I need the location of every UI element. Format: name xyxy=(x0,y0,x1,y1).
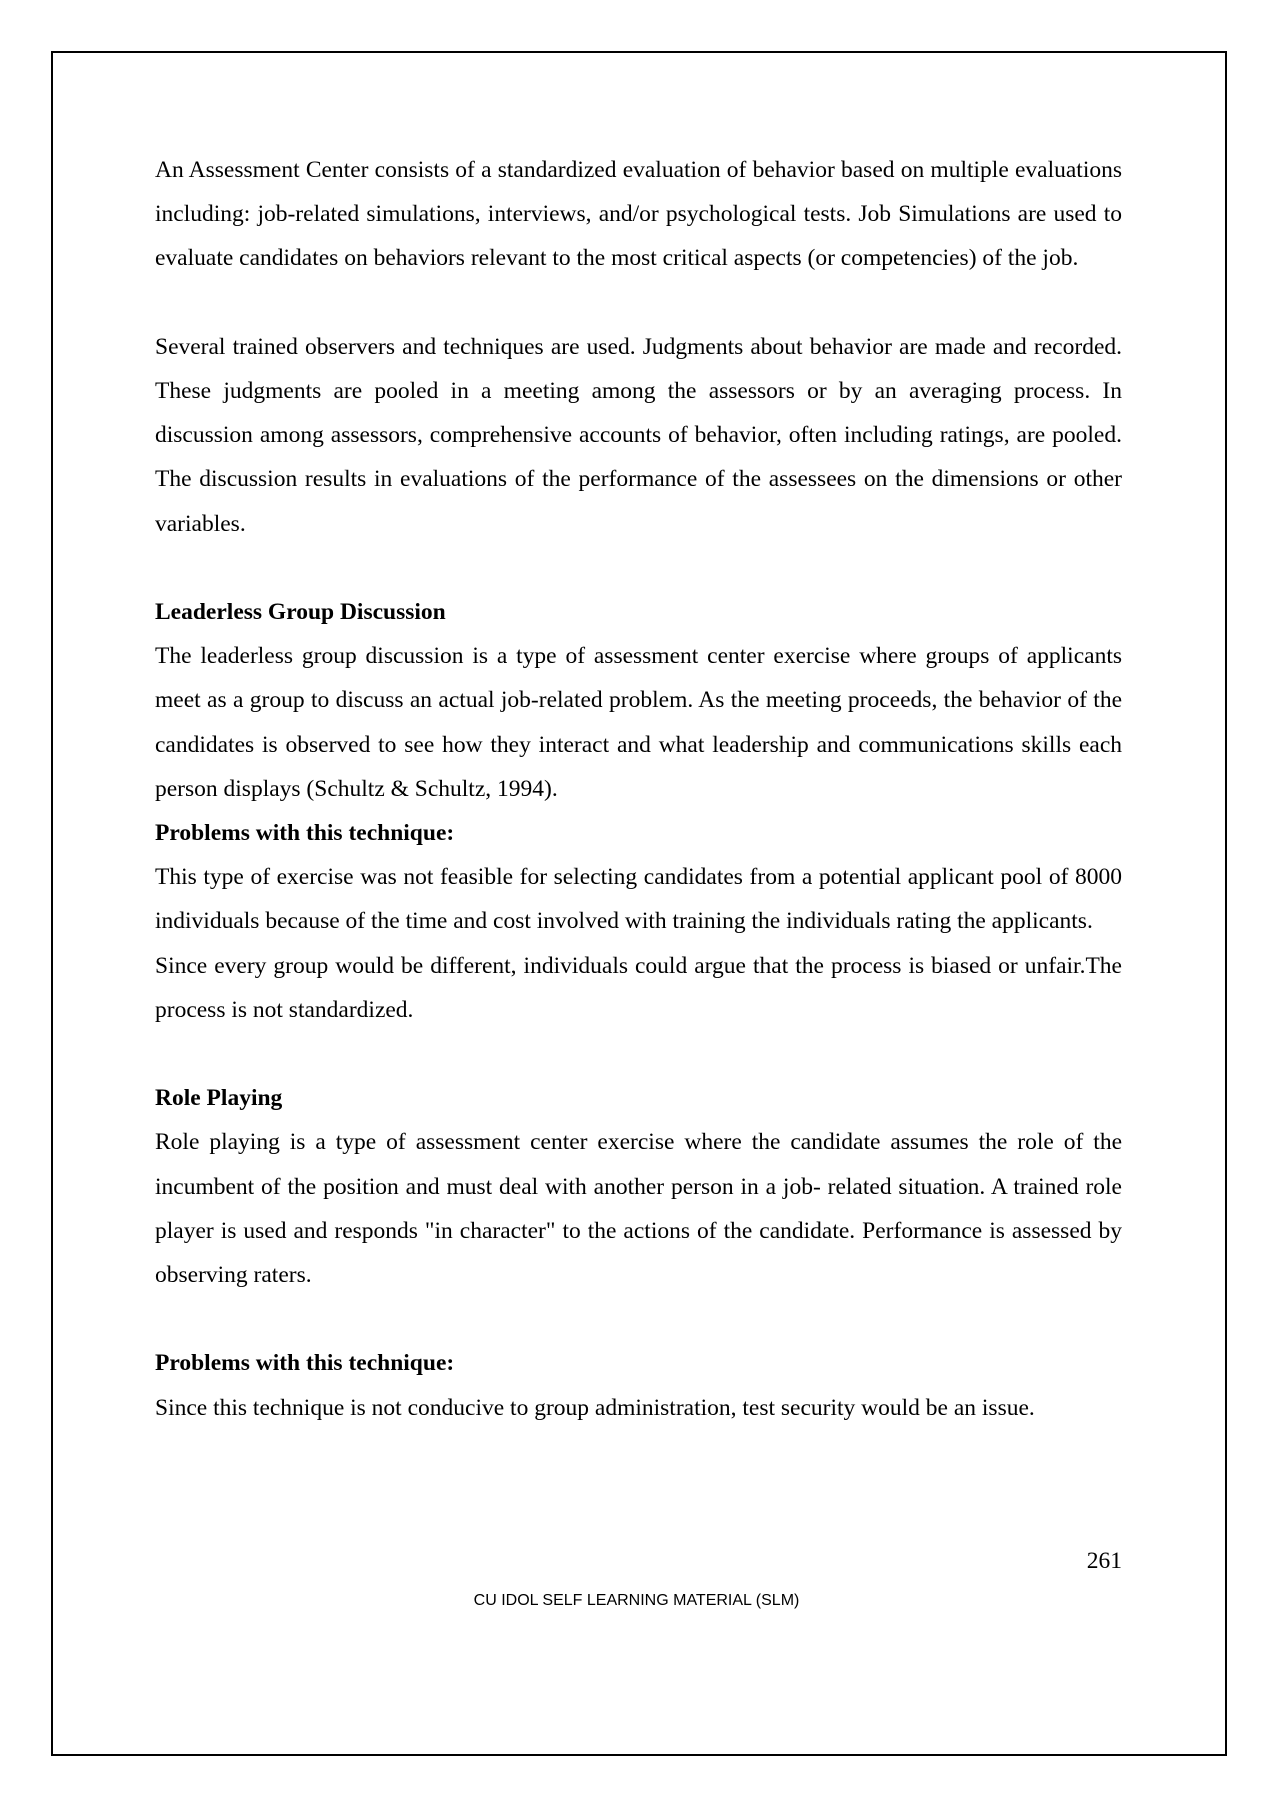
paragraph-leaderless-problem-1: This type of exercise was not feasible for selecting candidates from a potential applicant pool of 8000 individuals because of the time and cost involved with training the individuals rating the applicants. xyxy=(155,864,1122,935)
paragraph-gap xyxy=(155,281,1122,325)
paragraph-gap xyxy=(155,1032,1122,1076)
heading-role-playing-problems: Problems with this technique: xyxy=(155,1350,455,1377)
paragraph-assessment-center: An Assessment Center consists of a standardized evaluation of behavior based on multiple evaluations including: job-related simulations, interviews, and/or psychological tests. Job Simulations are used to evaluate candidates on behaviors relevant to the most critical aspects (or competencies) of the job. xyxy=(155,157,1122,272)
heading-leaderless-problems: Problems with this technique: xyxy=(155,820,455,847)
paragraph-role-playing-body: Role playing is a type of assessment center exercise where the candidate assumes the role of the incumbent of the position and must deal with another person in a job- related situation. A trained role player is used and responds "in character" to the actions of the candidate. Performance is assessed by observing raters. xyxy=(155,1129,1122,1289)
page-number: 261 xyxy=(1086,1548,1122,1574)
paragraph-observers: Several trained observers and techniques are used. Judgments about behavior are made and recorded. These judgments are pooled in a meeting among the assessors or by an averaging process. In discussion among assessors, comprehensive accounts of behavior, often including ratings, are pooled. The discussion results in evaluations of the performance of the assessees on the dimensions or other variables. xyxy=(155,333,1122,537)
paragraph-gap xyxy=(155,546,1122,590)
heading-role-playing: Role Playing xyxy=(155,1085,283,1112)
paragraph-leaderless-body: The leaderless group discussion is a type of assessment center exercise where groups of applicants meet as a group to discuss an actual job-related problem. As the meeting proceeds, the behavior of the candidates is observed to see how they interact and what leadership and communications skills each person displays (Schultz & Schultz, 1994). xyxy=(155,643,1122,802)
paragraph-gap xyxy=(155,1297,1122,1341)
heading-leaderless-group-discussion: Leaderless Group Discussion xyxy=(155,599,446,625)
page-content xyxy=(155,148,1122,1430)
paragraph-leaderless-problem-2: Since every group would be different, individuals could argue that the process is biased or unfair.The process is not standardized. xyxy=(155,952,1122,1023)
footer-text: CU IDOL SELF LEARNING MATERIAL (SLM) xyxy=(473,1592,800,1609)
paragraph-role-playing-problem-1: Since this technique is not conducive to group administration, test security would be an issue. xyxy=(155,1394,1035,1421)
